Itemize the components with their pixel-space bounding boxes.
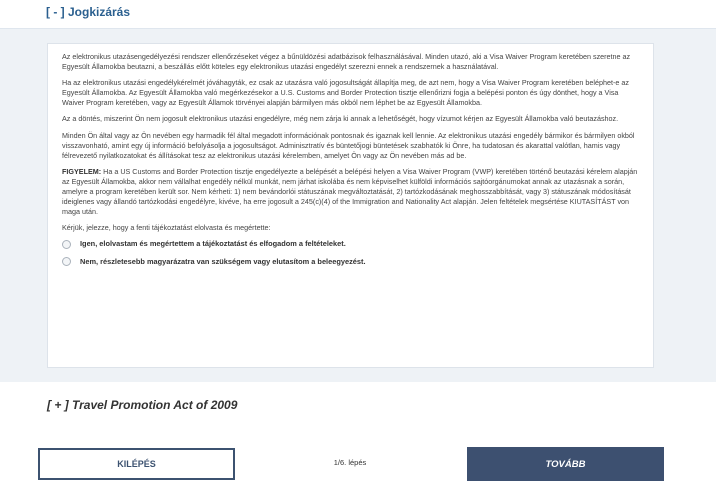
decline-radio[interactable]: [62, 257, 71, 266]
disclaimer-content: [47, 43, 654, 368]
warning-paragraph: [62, 167, 639, 217]
disclaimer-section-toggle[interactable]: [ - ] Jogkizárás: [46, 5, 131, 19]
disclaimer-paragraph: Az a döntés, miszerint Ön nem jogosult elektronikus utazási engedélyre, még nem zárja ki annak a lehetőségét, hogy vízumot kérjen az Egyesült Államokba való beutazáshoz.: [62, 114, 619, 124]
accept-radio[interactable]: [62, 240, 71, 249]
warning-label: FIGYELEM:: [62, 166, 102, 176]
exit-button[interactable]: KILÉPÉS: [38, 448, 235, 480]
travel-promotion-section-toggle[interactable]: [ + ] Travel Promotion Act of 2009: [47, 398, 238, 412]
confirmation-prompt: Kérjük, jelezze, hogy a fenti tájékoztatást elolvasta és megértette:: [62, 223, 271, 233]
disclaimer-paragraph: Ha az elektronikus utazási engedélykérelmét jóváhagyták, ez csak az utazásra való jogosultságát állapítja meg, de azt nem, hogy a Visa Waiver Program keretében beléphet-e az Egyesült Államokba. Az Egyesült Államokba való megérkezésekor a U.S. Customs and Border Protection tisztje ellenőrizni fogja a belépési ponton és úgy dönthet, hogy a Visa Waiver Program keretében, vagy az Egyesült Államok törvényei alapján bármilyen más okból nem léphet be az Egyesült Államokba.: [62, 78, 629, 108]
accept-option[interactable]: [62, 239, 639, 249]
step-indicator: 1/6. lépés: [333, 458, 367, 467]
next-button[interactable]: TOVÁBB: [467, 447, 664, 481]
warning-text: Ha a US Customs and Border Protection tisztje engedélyezte a belépését a belépési helyen a Visa Waiver Program (VWP) keretében történő beutazási kérelem alapján az Egyesült Államokba, akkor nem vállalhat engedély nélkül munkát, nem járhat iskolába és nem képviselhet külföldi információs sajtóorgánumokat annak az utazásnak a során, amelyre a program keretében került sor. Nem kérheti: 1) nem bevándorlói státuszának megváltoztatását, 2) tartózkodásának meghosszabbítását, vagy 3) státuszának módosítását ideiglenes vagy állandó tartózkodási engedélyre, kivéve, ha erre jogosult a 245(c)(4) of the Immigration and Nationality Act alapján. Jelen feltételek megsértése KIUTASÍTÁST von maga után.: [62, 166, 638, 217]
disclaimer-paragraph: Az elektronikus utazásengedélyezési rendszer ellenőrzéseket végez a bűnüldözési adatbázisok felhasználásával. Minden utazó, aki a Visa Waiver Program keretében szeretne az Egyesült Államokba beutazni, a beszállás előtt köteles egy elektronikus utazási engedélyt szerezni ennek a rendszernek a használatával.: [62, 52, 631, 72]
decline-label[interactable]: Nem, részletesebb magyarázatra van szükségem vagy elutasítom a beleegyezést.: [80, 256, 366, 266]
disclaimer-paragraph: Minden Ön által vagy az Ön nevében egy harmadik fél által megadott információnak pontosnak és igaznak kell lennie. Az elektronikus utazási engedély bármikor és bármilyen okból visszavonható, amint egy új információ befolyásolja a jogosultságot. Adminisztratív és büntetőjogi büntetések szabhatók ki Önre, ha tudatosan és akarattal valótlan, hamis vagy félrevezető nyilatkozatokat és állításokat tesz az elektronikus utazási kérelemben, amelyet Ön vagy az Ön nevében más ad be.: [62, 130, 635, 160]
section-header: [0, 0, 716, 29]
accept-label[interactable]: Igen, elolvastam és megértettem a tájékoztatást és elfogadom a feltételeket.: [80, 239, 346, 249]
decline-option[interactable]: [62, 257, 639, 267]
